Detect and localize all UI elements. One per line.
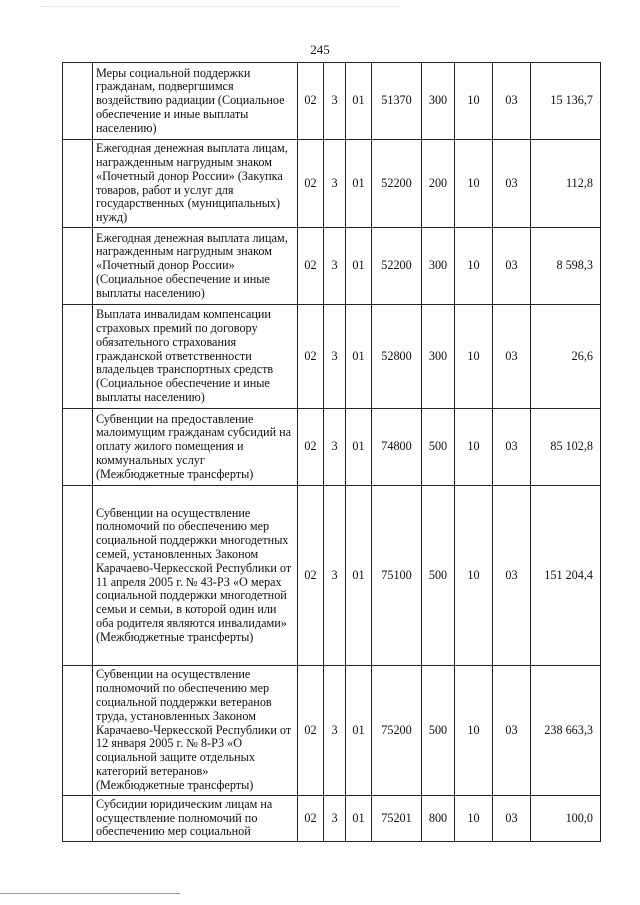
page-number: 245 [310, 42, 330, 57]
row-code8-cell: 03 [493, 409, 531, 486]
footer-rule [0, 893, 180, 894]
table-row [63, 796, 601, 842]
row-code-cell: 02 [298, 796, 324, 842]
row-target-cell: 75200 [372, 666, 422, 796]
row-subsection-cell: 01 [346, 140, 372, 228]
row-name-cell: Субвенции на осуществление полномочий по обеспечению мер социальной поддержки ветеранов труда, установленных Законом Карачаево-Черкесской Республики от 12 января 2005 г. № 8-РЗ «О социальной защите отдельных категорий ветеранов» (Межбюджетные трансферты) [93, 666, 298, 796]
row-section-cell: 3 [324, 228, 346, 305]
row-target-cell: 75201 [372, 796, 422, 842]
row-expense-type-cell: 500 [422, 409, 455, 486]
row-section-cell: 3 [324, 486, 346, 666]
row-sum-cell: 238 663,3 [531, 666, 601, 796]
row-section-cell: 3 [324, 305, 346, 409]
row-code-cell: 02 [298, 409, 324, 486]
row-blank-cell [63, 228, 93, 305]
table-row [63, 63, 601, 140]
row-name-cell: Субвенции на предоставление малоимущим гражданам субсидий на оплату жилого помещения и коммунальных услуг (Межбюджетные трансферты) [93, 409, 298, 486]
row-code7-cell: 10 [455, 228, 493, 305]
row-name-cell: Ежегодная денежная выплата лицам, награжденным нагрудным знаком «Почетный донор России» (Социальное обеспечение и иные выплаты населению) [93, 228, 298, 305]
row-blank-cell [63, 63, 93, 140]
row-code7-cell: 10 [455, 305, 493, 409]
row-sum-cell: 26,6 [531, 305, 601, 409]
row-subsection-cell: 01 [346, 228, 372, 305]
row-section-cell: 3 [324, 409, 346, 486]
row-code7-cell: 10 [455, 486, 493, 666]
row-target-cell: 52200 [372, 228, 422, 305]
row-target-cell: 75100 [372, 486, 422, 666]
row-section-cell: 3 [324, 796, 346, 842]
table-row [63, 486, 601, 666]
row-sum-cell: 8 598,3 [531, 228, 601, 305]
row-subsection-cell: 01 [346, 409, 372, 486]
row-name-cell: Субвенции на осуществление полномочий по обеспечению мер социальной поддержки многодетных семей, установленных Законом Карачаево-Черкесской Республики от 11 апреля 2005 г. № 43-РЗ «О мерах социальной поддержки многодетной семьи и семьи, в которой один или оба родителя являются инвалидами» (Межбюджетные трансферты) [93, 486, 298, 666]
row-section-cell: 3 [324, 666, 346, 796]
row-section-cell: 3 [324, 140, 346, 228]
row-code8-cell: 03 [493, 796, 531, 842]
row-subsection-cell: 01 [346, 796, 372, 842]
scan-artifact [40, 6, 400, 17]
row-expense-type-cell: 300 [422, 63, 455, 140]
row-sum-cell: 100,0 [531, 796, 601, 842]
row-expense-type-cell: 200 [422, 140, 455, 228]
table-row [63, 140, 601, 228]
row-target-cell: 52200 [372, 140, 422, 228]
row-code7-cell: 10 [455, 63, 493, 140]
row-code7-cell: 10 [455, 409, 493, 486]
row-blank-cell [63, 666, 93, 796]
row-name-cell: Субсидии юридическим лицам на осуществление полномочий по обеспечению мер социальной [93, 796, 298, 842]
row-code8-cell: 03 [493, 63, 531, 140]
row-target-cell: 74800 [372, 409, 422, 486]
row-expense-type-cell: 800 [422, 796, 455, 842]
row-blank-cell [63, 305, 93, 409]
row-expense-type-cell: 500 [422, 666, 455, 796]
row-expense-type-cell: 300 [422, 305, 455, 409]
row-code-cell: 02 [298, 486, 324, 666]
row-code-cell: 02 [298, 63, 324, 140]
row-blank-cell [63, 409, 93, 486]
budget-table [62, 62, 601, 842]
row-code8-cell: 03 [493, 666, 531, 796]
row-expense-type-cell: 500 [422, 486, 455, 666]
row-code-cell: 02 [298, 666, 324, 796]
row-expense-type-cell: 300 [422, 228, 455, 305]
row-code7-cell: 10 [455, 796, 493, 842]
row-sum-cell: 151 204,4 [531, 486, 601, 666]
row-code7-cell: 10 [455, 140, 493, 228]
row-sum-cell: 15 136,7 [531, 63, 601, 140]
row-code8-cell: 03 [493, 305, 531, 409]
row-subsection-cell: 01 [346, 63, 372, 140]
row-name-cell: Меры социальной поддержки гражданам, подвергшимся воздействию радиации (Социальное обеспечение и иные выплаты населению) [93, 63, 298, 140]
row-target-cell: 52800 [372, 305, 422, 409]
row-code-cell: 02 [298, 228, 324, 305]
row-code-cell: 02 [298, 305, 324, 409]
table-row [63, 228, 601, 305]
table-row [63, 305, 601, 409]
row-target-cell: 51370 [372, 63, 422, 140]
row-sum-cell: 112,8 [531, 140, 601, 228]
row-subsection-cell: 01 [346, 486, 372, 666]
table-row [63, 409, 601, 486]
row-code8-cell: 03 [493, 228, 531, 305]
table-row [63, 666, 601, 796]
row-code7-cell: 10 [455, 666, 493, 796]
row-name-cell: Выплата инвалидам компенсации страховых премий по договору обязательного страхования гражданской ответственности владельцев транспортных средств (Социальное обеспечение и иные выплаты населению) [93, 305, 298, 409]
row-blank-cell [63, 796, 93, 842]
row-code-cell: 02 [298, 140, 324, 228]
row-subsection-cell: 01 [346, 666, 372, 796]
row-subsection-cell: 01 [346, 305, 372, 409]
row-sum-cell: 85 102,8 [531, 409, 601, 486]
row-blank-cell [63, 140, 93, 228]
row-code8-cell: 03 [493, 486, 531, 666]
row-section-cell: 3 [324, 63, 346, 140]
row-name-cell: Ежегодная денежная выплата лицам, награжденным нагрудным знаком «Почетный донор России» (Закупка товаров, работ и услуг для государственных (муниципальных) нужд) [93, 140, 298, 228]
row-code8-cell: 03 [493, 140, 531, 228]
row-blank-cell [63, 486, 93, 666]
